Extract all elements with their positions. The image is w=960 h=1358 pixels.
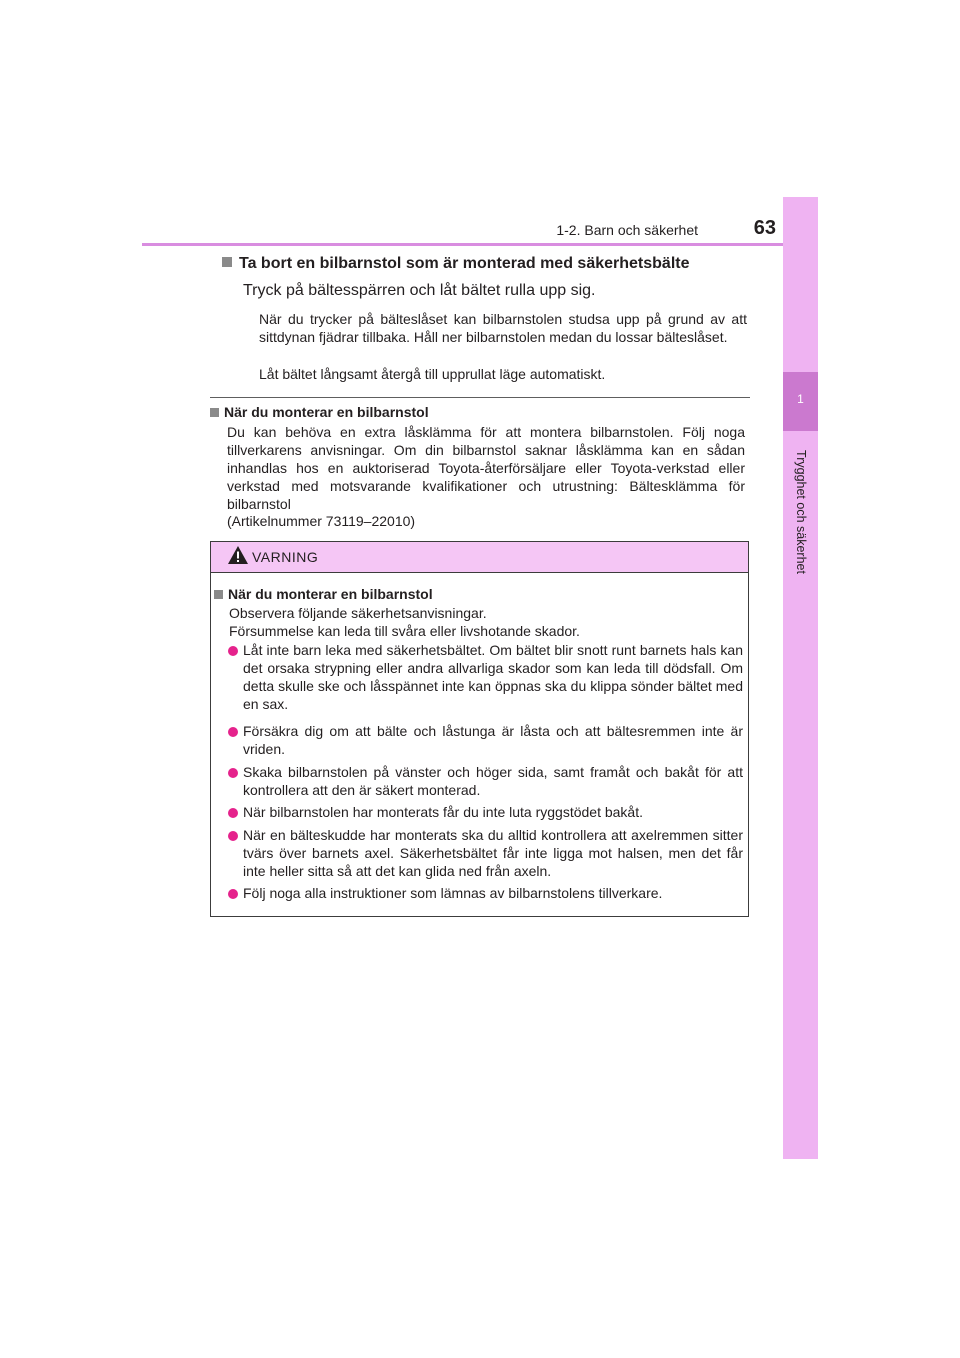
warning-triangle-icon <box>227 545 249 565</box>
section-divider <box>210 397 750 398</box>
heading-text: När du monterar en bilbarnstol <box>224 404 429 420</box>
warning-item: Försäkra dig om att bälte och låstunga är låsta och att bältesremmen inte är vriden. <box>243 723 743 757</box>
page-number: 63 <box>753 217 776 239</box>
instruction-note: Låt bältet långsamt återgå till upprullat läge automatiskt. <box>259 366 606 382</box>
part-number: (Artikelnummer 73119–22010) <box>227 513 416 529</box>
section-title: 1-2. Barn och säkerhet <box>556 222 698 238</box>
square-bullet-icon <box>214 590 223 599</box>
section-heading-install-seat <box>210 404 429 420</box>
warning-item: Följ noga alla instruktioner som lämnas av bilbarnstolens tillverkare. <box>243 885 663 901</box>
warning-title: VARNING <box>252 549 319 565</box>
bullet-dot-icon <box>228 889 238 899</box>
square-bullet-icon <box>222 257 232 267</box>
header-rule <box>142 243 818 246</box>
square-bullet-icon <box>210 408 219 417</box>
chapter-number: 1 <box>797 392 804 406</box>
chapter-side-tab <box>783 197 818 1159</box>
warning-item: När bilbarnstolen har monterats får du inte luta ryggstödet bakåt. <box>243 804 643 820</box>
heading-text: Ta bort en bilbarnstol som är monterad med säkerhetsbälte <box>239 255 690 272</box>
section-heading-remove-seat <box>222 255 689 273</box>
warning-intro: Observera följande säkerhetsanvisningar. <box>229 605 487 621</box>
warning-heading <box>214 586 433 602</box>
warning-item: När en bälteskudde har monterats ska du alltid kontrollera att axelremmen sitter tvärs över barnets axel. Säkerhetsbältet får inte ligga mot halsen, men det får inte heller sitta så att det kan glida ned från axeln. <box>243 827 743 879</box>
bullet-dot-icon <box>228 808 238 818</box>
instruction-note: När du trycker på bälteslåset kan bilbarnstolen studsa upp på grund av att sittdynan fjädrar tillbaka. Håll ner bilbarnstolen medan du lossar bälteslåset. <box>259 311 747 345</box>
warning-item: Skaka bilbarnstolen på vänster och höger sida, samt framåt och bakåt för att kontrollera att den är säkert monterad. <box>243 764 743 798</box>
bullet-dot-icon <box>228 831 238 841</box>
section-body: Du kan behöva en extra låsklämma för att montera bilbarnstolen. Följ noga tillverkarens anvisningar. Om din bilbarnstol saknar låsklämma kan en sådan inhandlas hos en auktoriserad Toyota-återförsäljare eller Toyota-verkstad eller verkstad med motsvarande kvalifikationer och utrustning: Bältesklämma för bilbarnstol <box>227 424 745 512</box>
instruction-step: Tryck på bältesspärren och låt bältet rulla upp sig. <box>243 282 596 299</box>
bullet-dot-icon <box>228 727 238 737</box>
warning-intro: Försummelse kan leda till svåra eller livshotande skador. <box>229 623 580 639</box>
bullet-dot-icon <box>228 646 238 656</box>
bullet-dot-icon <box>228 768 238 778</box>
chapter-label: Trygghet och säkerhet <box>794 450 808 574</box>
warning-item: Låt inte barn leka med säkerhetsbältet. Om bältet blir snott runt barnets hals kan det orsaka strypning eller andra allvarliga skador som kan leda till dödsfall. Om detta skulle ske och låsspännet inte kan öppnas ska du klippa sönder bältet med en sax. <box>243 642 743 712</box>
heading-text: När du monterar en bilbarnstol <box>228 586 433 602</box>
